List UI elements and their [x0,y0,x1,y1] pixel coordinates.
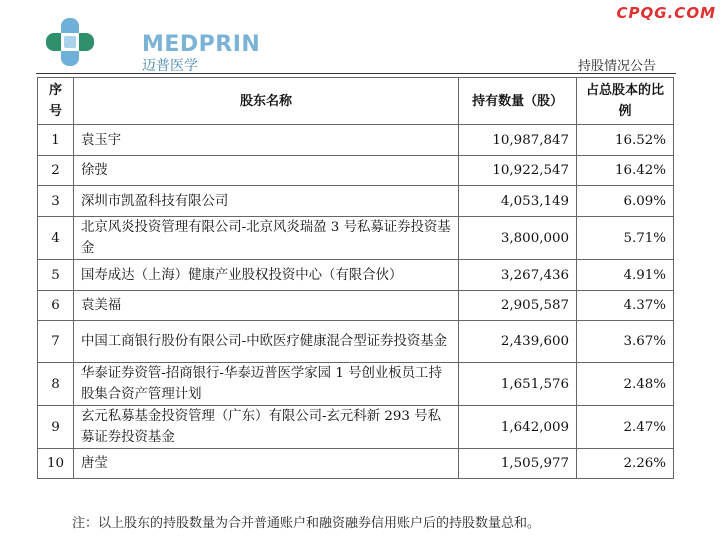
doc-title: 持股情况公告 [577,59,656,74]
table-row [38,156,674,186]
watermark: CPQG.COM [616,4,716,22]
share-count: 1,651,576 [459,363,577,406]
share-count: 10,987,847 [459,125,577,156]
col-header-index: 序号 [38,78,74,125]
share-ratio: 6.09% [577,186,674,217]
logo-text: MEDPRIN [142,32,261,57]
share-ratio: 5.71% [577,217,674,260]
table-row [38,125,674,156]
table-row [38,260,674,291]
shareholder-name: 唐莹 [73,449,458,479]
col-header-name: 股东名称 [73,78,458,125]
title-rule [36,73,676,74]
share-count: 2,905,587 [459,291,577,321]
table-row [38,363,674,406]
company-logo [42,14,261,74]
share-ratio: 2.26% [577,449,674,479]
table-row [38,291,674,321]
share-count: 1,505,977 [459,449,577,479]
share-ratio: 2.47% [577,406,674,449]
col-header-ratio: 占总股本的比例 [577,78,674,125]
share-count: 1,642,009 [459,406,577,449]
medprin-cross-icon [42,14,98,70]
table-row [38,449,674,479]
shareholder-name: 徐弢 [73,156,458,186]
table-row [38,321,674,363]
footnote: 注：以上股东的持股数量为合并普通账户和融资融券信用账户后的持股数量总和。 [72,516,541,531]
shareholder-name: 中国工商银行股份有限公司-中欧医疗健康混合型证券投资基金 [73,321,458,363]
share-ratio: 16.52% [577,125,674,156]
share-count: 3,267,436 [459,260,577,291]
row-index: 3 [38,186,74,217]
shareholder-name: 北京风炎投资管理有限公司-北京风炎瑞盈 3 号私募证券投资基金 [73,217,458,260]
table-header-row [38,78,674,125]
row-index: 9 [38,406,74,449]
share-ratio: 16.42% [577,156,674,186]
table-row [38,186,674,217]
col-header-shares: 持有数量（股） [459,78,577,125]
logo-subtext: 迈普医学 [142,58,198,74]
row-index: 4 [38,217,74,260]
row-index: 2 [38,156,74,186]
row-index: 7 [38,321,74,363]
shareholder-name: 玄元私募基金投资管理（广东）有限公司-玄元科新 293 号私募证券投资基金 [73,406,458,449]
row-index: 10 [38,449,74,479]
share-count: 3,800,000 [459,217,577,260]
row-index: 5 [38,260,74,291]
row-index: 1 [38,125,74,156]
share-ratio: 2.48% [577,363,674,406]
shareholder-name: 国寿成达（上海）健康产业股权投资中心（有限合伙） [73,260,458,291]
share-count: 2,439,600 [459,321,577,363]
share-ratio: 3.67% [577,321,674,363]
table-row [38,406,674,449]
shareholder-table [37,77,674,479]
shareholder-name: 袁玉宇 [73,125,458,156]
share-count: 4,053,149 [459,186,577,217]
share-ratio: 4.91% [577,260,674,291]
share-count: 10,922,547 [459,156,577,186]
shareholder-name: 华泰证券资管-招商银行-华泰迈普医学家园 1 号创业板员工持股集合资产管理计划 [73,363,458,406]
table-row [38,217,674,260]
row-index: 6 [38,291,74,321]
shareholder-name: 深圳市凯盈科技有限公司 [73,186,458,217]
share-ratio: 4.37% [577,291,674,321]
shareholder-name: 袁美福 [73,291,458,321]
row-index: 8 [38,363,74,406]
